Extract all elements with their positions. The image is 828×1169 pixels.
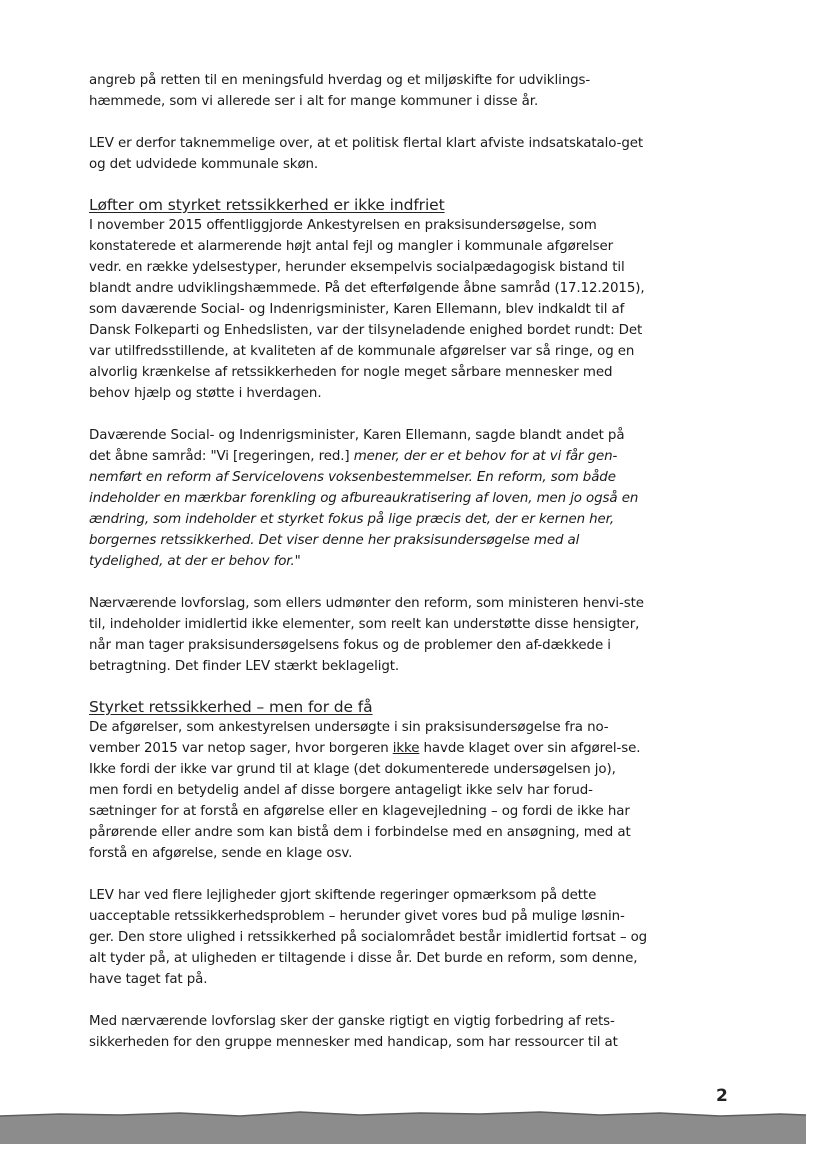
section-heading-2: Styrket retssikkerhed – men for de få	[89, 698, 373, 716]
paragraph-4-quote	[89, 425, 649, 572]
quote-italic: mener, der er et behov for at vi får gen-nemført en reform af Servicelovens voksenbestemmelser. En reform, som både indeholder en mærkbar forenkling og afbureaukratisering af loven, men jo også en ændring, som indeholder et styrket fokus på lige præcis det, der er kernen her, borgernes retssikkerhed. Det viser denne her praksisundersøgelse med al tydelighed, at der er behov for."	[89, 449, 639, 569]
paragraph-1: angreb på retten til en meningsfuld hverdag og et miljøskifte for udviklings-hæmmede, som vi allerede ser i alt for mange kommuner i disse år.	[89, 73, 591, 109]
paragraph-6-part-b: havde klaget over sin afgørel-se. Ikke fordi der ikke var grund til at klage (det dokumenterede undersøgelsen jo), men fordi en betydelig andel af disse borgere antageligt ikke selv har forud-sætninger for at forstå en afgørelse eller en klagevejledning – og fordi de ikke har pårørende eller andre som kan bistå dem i forbindelse med en ansøgning, med at forstå en afgørelse, sende en klage osv.	[89, 741, 641, 861]
paragraph-8: Med nærværende lovforslag sker der ganske rigtigt en vigtig forbedring af rets-sikkerheden for den gruppe mennesker med handicap, som har ressourcer til at	[89, 1014, 618, 1050]
paragraph-6-part-a: De afgørelser, som ankestyrelsen undersøgte i sin praksisundersøgelse fra no-vember 2015 var netop sager, hvor borgeren	[89, 720, 609, 756]
section-heading-1: Løfter om styrket retssikkerhed er ikke indfriet	[89, 196, 445, 214]
page-number: 2	[716, 1086, 728, 1106]
footer-bar-shape	[0, 1112, 806, 1144]
quote-intro: Daværende Social- og Indenrigsminister, Karen Ellemann, sagde blandt andet på det åbne samråd:	[89, 428, 625, 464]
paragraph-6	[89, 717, 649, 864]
paragraph-7: LEV har ved flere lejligheder gjort skiftende regeringer opmærksom på dette uacceptable retssikkerhedsproblem – herunder givet vores bud på mulige løsnin-ger. Den store ulighed i retssikkerhed på socialområdet består imidlertid fortsat – og alt tyder på, at uligheden er tiltagende i disse år. Det burde en reform, som denne, have taget fat på.	[89, 888, 648, 987]
body-text	[89, 70, 649, 1053]
paragraph-5: Nærværende lovforslag, som ellers udmønter den reform, som ministeren henvi-ste til, indeholder imidlertid ikke elementer, som reelt kan understøtte disse hensigter, når man tager praksisundersøgelsens fokus og de problemer den af-dækkede i betragtning. Det finder LEV stærkt beklageligt.	[89, 596, 644, 674]
paragraph-2: LEV er derfor taknemmelige over, at et politisk flertal klart afviste indsatskatalo-get og det udvidede kommunale skøn.	[89, 136, 644, 172]
underlined-word: ikke	[392, 741, 420, 756]
paragraph-3: I november 2015 offentliggjorde Ankestyrelsen en praksisundersøgelse, som konstaterede et alarmerende højt antal fejl og mangler i kommunale afgørelser vedr. en række ydelsestyper, herunder eksempelvis socialpædagogisk bistand til blandt andre udviklingshæmmede. På det efterfølgende åbne samråd (17.12.2015), som daværende Social- og Indenrigsminister, Karen Ellemann, blev indkaldt til af Dansk Folkeparti og Enhedslisten, var der tilsyneladende enighed bordet rundt: Det var utilfredsstillende, at kvaliteten af de kommunale afgørelser var så ringe, og en alvorlig krænkelse af retssikkerheden for nogle meget sårbare mennesker med behov hjælp og støtte i hverdagen.	[89, 218, 645, 401]
quote-start: "Vi [regeringen, red.]	[210, 449, 354, 464]
footer-bar	[0, 1108, 806, 1144]
